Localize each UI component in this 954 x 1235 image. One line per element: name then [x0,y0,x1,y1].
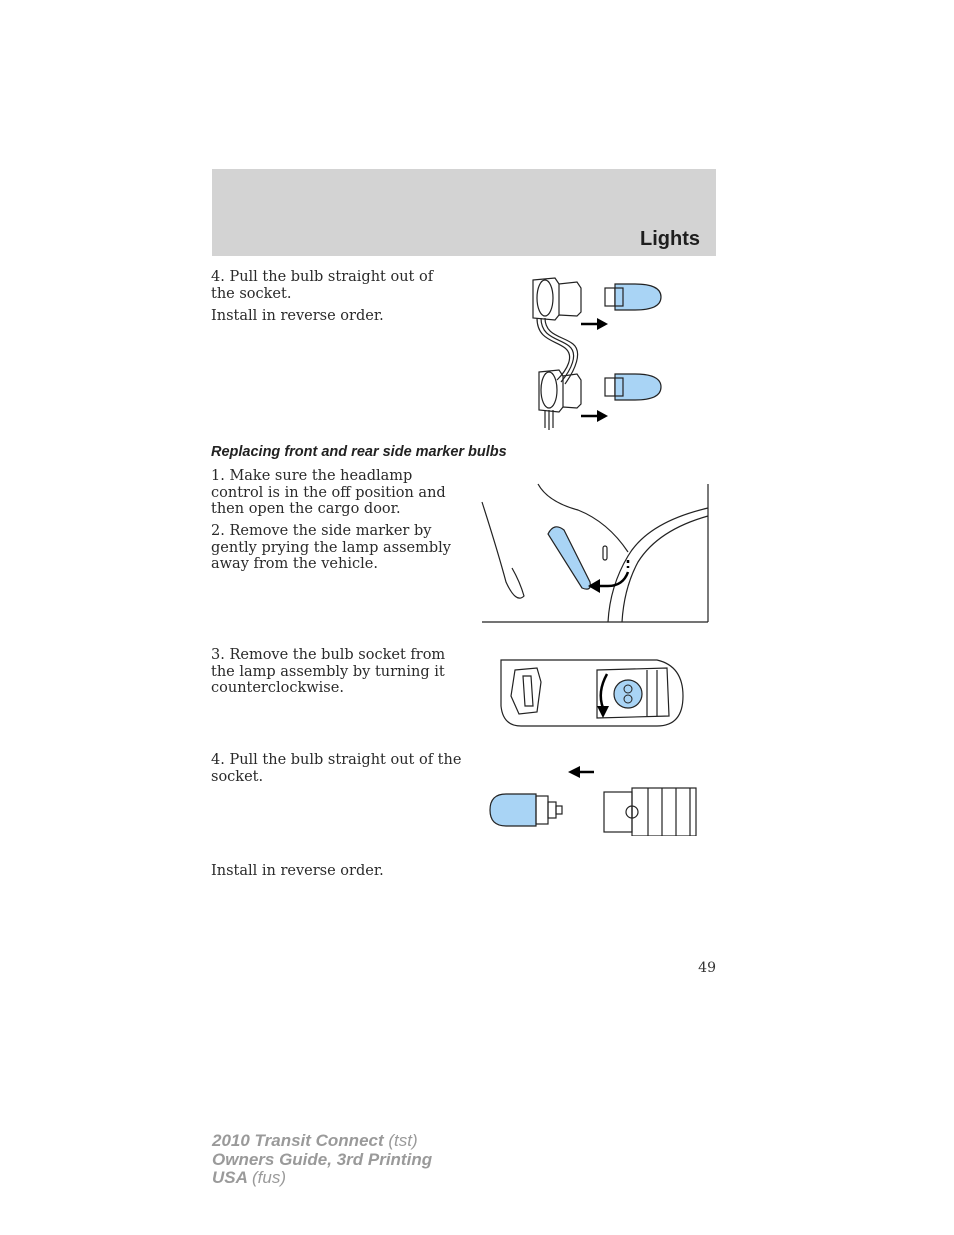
footer-market: USA [212,1168,248,1187]
bulb-socket-pair-illustration [525,270,670,432]
side-marker-step-1: 1. Make sure the headlamp control is in the off position and then open the cargo door. [211,468,446,517]
footer-line-2: Owners Guide, 3rd Printing [212,1149,433,1169]
header-band [212,169,716,256]
footer-line-3 [212,1169,432,1188]
top-step-4: 4. Pull the bulb straight out of the socket. [211,269,434,302]
side-marker-step-4: 4. Pull the bulb straight out of the socket. [211,752,462,785]
lamp-assembly-socket-illustration [497,656,685,730]
top-install-note: Install in reverse order. [211,308,384,324]
footer-model-code: (tst) [388,1131,418,1150]
side-marker-step-3: 3. Remove the bulb socket from the lamp assembly by turning it counterclockwise. [211,647,446,696]
footer [212,1132,432,1188]
footer-market-code: (fus) [252,1168,286,1187]
page-number: 49 [698,960,716,976]
footer-line-1 [212,1132,432,1151]
footer-model: 2010 Transit Connect [212,1131,384,1150]
side-marker-removal-illustration [478,482,713,624]
section-title: Lights [640,228,700,250]
side-marker-step-2: 2. Remove the side marker by gently prying the lamp assembly away from the vehicle. [211,523,451,572]
section-heading: Replacing front and rear side marker bulbs [211,444,507,460]
wedge-bulb-removal-illustration [486,762,700,836]
side-marker-install-note: Install in reverse order. [211,863,384,879]
